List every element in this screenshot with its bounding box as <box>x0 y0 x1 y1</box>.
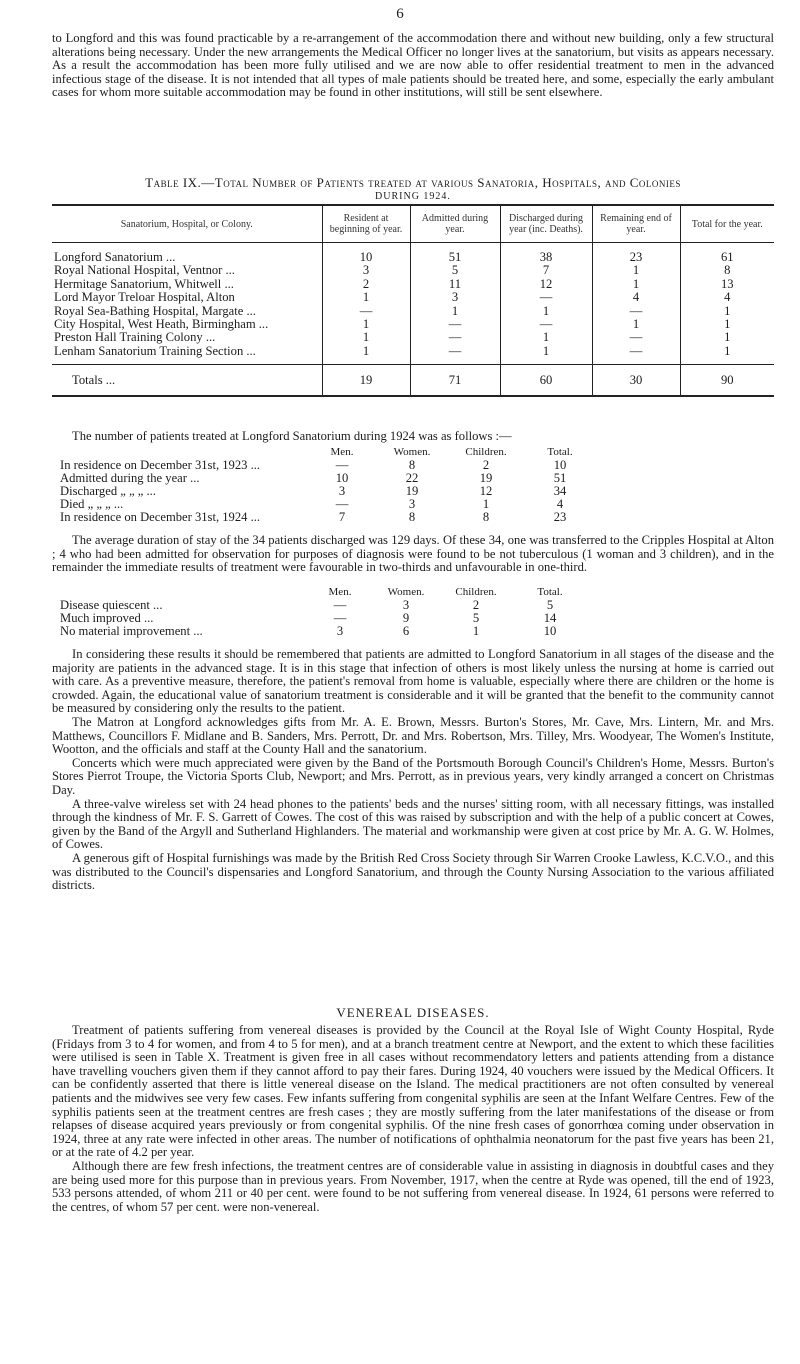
table-cell: — <box>592 305 680 318</box>
paragraph: The Matron at Longford acknowledges gifts from Mr. A. E. Brown, Messrs. Burton's Stores, Mr. Cave, Mrs. Lintern, Mr. and Mrs. Matthews, Councillors F. Midlane and B. Sanders, Mrs. Perrott, Dr. and Mrs. Robertson, Mrs. Tilley, Mrs. Woodyear, The Women's Institute, Wootton, and the officials and staff at the County Hall and the sanatorium. <box>52 714 774 757</box>
table-ix-title <box>52 176 774 190</box>
table-cell: Lenham Sanatorium Training Section ... <box>54 344 256 358</box>
table-cell: 2 <box>472 598 480 612</box>
table-cell: 3 <box>322 264 410 277</box>
table-cell: 13 <box>680 278 774 291</box>
table-cell: 12 <box>479 484 493 498</box>
table-row <box>52 318 774 331</box>
longford-header: Men. <box>330 446 354 458</box>
table-ix <box>52 204 774 397</box>
table-cell: 23 <box>553 510 567 524</box>
table-cell: 1 <box>680 305 774 318</box>
table-cell: 1 <box>680 345 774 365</box>
section-heading: VENEREAL DISEASES. <box>336 1005 490 1020</box>
longford-header: Total. <box>547 446 573 458</box>
table-cell: Totals ... <box>52 365 322 397</box>
table-cell: — <box>410 331 500 344</box>
table-row <box>52 291 774 304</box>
table-cell: 11 <box>410 278 500 291</box>
table-cell: 51 <box>410 243 500 265</box>
table-ix-header: Admitted during year. <box>410 205 500 243</box>
table-ix-header: Resident at beginning of year. <box>322 205 410 243</box>
table-cell: 1 <box>322 291 410 304</box>
table-cell: 1 <box>472 624 480 638</box>
venereal-text-block <box>52 1024 774 1214</box>
table-cell: 9 <box>402 611 410 625</box>
table-cell: — <box>333 611 347 625</box>
table-cell: — <box>322 305 410 318</box>
table-cell: Royal National Hospital, Ventnor ... <box>54 264 235 278</box>
table-cell: 1 <box>482 497 490 511</box>
table-cell: 3 <box>402 598 410 612</box>
table-cell: — <box>335 497 349 511</box>
table-cell: 2 <box>482 458 490 472</box>
longford-table <box>0 446 800 526</box>
table-cell: — <box>592 345 680 365</box>
table-cell: 4 <box>556 497 564 511</box>
table-cell: 19 <box>479 471 493 485</box>
table-cell: 5 <box>472 611 480 625</box>
table-ix-header: Sanatorium, Hospital, or Colony. <box>52 205 322 243</box>
table-cell: 10 <box>553 458 567 472</box>
row-label: In residence on December 31st, 1923 ... <box>60 458 261 472</box>
table-cell: 4 <box>592 291 680 304</box>
table-cell: 10 <box>322 243 410 265</box>
table-cell: 90 <box>680 365 774 397</box>
table-cell: 6 <box>402 624 410 638</box>
table-ix-header: Discharged during year (inc. Deaths). <box>500 205 592 243</box>
table-cell: 3 <box>408 497 416 511</box>
table-cell: — <box>410 318 500 331</box>
table-cell: 8 <box>408 458 416 472</box>
paragraph: In considering these results it should be remembered that patients are admitted to Longford Sanatorium in all stages of the disease and the majority are patients in the advanced stage. It is in this stage that infection of others is most likely unless the nursing at home is carried out with care. As a preventive measure, therefore, the patient's removal from home is valuable, especially where there are children or the home is crowded. Again, the educational value of sanatorium treatment is considerable and it will be granted that the benefit to the community cannot be measured by considering only the results to the patient. <box>52 647 774 716</box>
table-totals-row <box>52 365 774 397</box>
table-ix-subtitle: DURING 1924. <box>375 191 451 202</box>
table-cell: 19 <box>322 365 410 397</box>
table-cell: — <box>500 318 592 331</box>
table-cell: 7 <box>338 510 346 524</box>
table-ix-header-row <box>52 205 774 243</box>
table-cell: 7 <box>500 264 592 277</box>
table-cell: 23 <box>592 243 680 265</box>
table-cell: — <box>335 458 349 472</box>
table-cell: 22 <box>405 471 419 485</box>
paragraph: Concerts which were much appreciated were given by the Band of the Portsmouth Borough Council's Children's Home, Messrs. Burton's Stores Pierrot Troupe, the Victoria Sports Club, Newport; and Mrs. Perrott, as in previous years, very kindly arranged a concert on Christmas Day. <box>52 755 774 797</box>
table-ix-title-text: Table IX.—Total Number of Patients treated at various Sanatoria, Hospitals, and Colonies <box>145 175 681 190</box>
table-cell: 71 <box>410 365 500 397</box>
table-ix-header: Total for the year. <box>680 205 774 243</box>
table-row <box>52 331 774 344</box>
table-cell: Lord Mayor Treloar Hospital, Alton <box>54 291 235 305</box>
paragraph: A generous gift of Hospital furnishings was made by the British Red Cross Society through Sir Warren Crooke Lawless, K.C.V.O., and this was distributed to the Council's dispensaries and Longford Sanatorium, and through the County Nursing Association to the various affiliated districts. <box>52 850 774 893</box>
table-cell: 1 <box>500 345 592 365</box>
row-label: In residence on December 31st, 1924 ... <box>60 510 261 524</box>
table-cell: 14 <box>543 611 557 625</box>
page-number: 6 <box>396 6 404 22</box>
row-label: Much improved ... <box>60 611 154 625</box>
results-table <box>0 586 800 640</box>
row-label: Discharged „ „ „ ... <box>60 484 156 498</box>
table-cell: — <box>333 598 347 612</box>
row-label: Died „ „ „ ... <box>60 497 124 511</box>
duration-paragraph: The average duration of stay of the 34 patients discharged was 129 days. Of these 34, one was transferred to the Cripples Hospital at Alton ; 4 who had been admitted for observation for purposes of diagnosis were found to be not tuberculous (1 woman and 3 children), and in the remainder the immediate results of treatment were favourable in two-thirds and unfavourable in one-third. <box>52 533 774 575</box>
table-cell: 61 <box>680 243 774 265</box>
table-cell: Longford Sanatorium ... <box>54 250 176 264</box>
table-cell: 5 <box>410 264 500 277</box>
table-cell: 34 <box>553 484 567 498</box>
table-cell: 1 <box>592 278 680 291</box>
table-cell: — <box>500 291 592 304</box>
table-row <box>52 264 774 277</box>
results-header: Men. <box>328 586 352 598</box>
table-cell: City Hospital, West Heath, Birmingham ... <box>54 318 269 332</box>
table-cell: 3 <box>410 291 500 304</box>
results-header: Children. <box>455 586 497 598</box>
longford-intro: The number of patients treated at Longford Sanatorium during 1924 was as follows :— <box>72 429 512 443</box>
table-cell: 1 <box>592 264 680 277</box>
table-row <box>52 345 774 365</box>
table-cell: 60 <box>500 365 592 397</box>
table-cell: 1 <box>680 331 774 344</box>
table-cell: 38 <box>500 243 592 265</box>
paragraph: Treatment of patients suffering from venereal diseases is provided by the Council at the Royal Isle of Wight County Hospital, Ryde (Fridays from 3 to 4 for women, and from 4 to 5 for men), and at a branch treatment centre at Newport, and the extent to which these facilities were utilised is seen in Table X. Treatment is given free in all cases without recommendatory letters and patients attending from a distance have travelling vouchers given them if they cannot afford to pay their fares. During 1924, 40 vouchers were issued by the Medical Officers. It can be confidently asserted that there is little venereal disease on the Island. The medical practitioners are not often consulted by venereal patients and the midwives see very few cases. Few infants suffering from congenital syphilis are seen at the Infant Welfare Centres. Few of the syphilis patients seen at the treatment centres are fresh cases ; they are mostly suffering from the later manifestations of the disease or from relapses of disease acquired years previously or from congenital syphilis. Of the nine fresh cases of gonorrhœa coming under observation in 1924, three at any rate were infected in other areas. The number of notifications of ophthalmia neonatorum for the past five years has been 21, or at the rate of 4.2 per year. <box>52 1023 774 1160</box>
paragraph: Although there are few fresh infections, the treatment centres are of considerable value in assisting in diagnosis in doubtful cases and they are being used more for this purpose than in previous years. From November, 1917, when the centre at Ryde was opened, till the end of 1923, 533 persons attended, of whom 211 or 40 per cent. were found to be not suffering from venereal disease. In 1924, 61 persons were referred to the centres, of whom 57 per cent. were non-venereal. <box>52 1158 774 1214</box>
table-cell: — <box>592 331 680 344</box>
row-label: Admitted during the year ... <box>60 471 200 485</box>
table-cell: 1 <box>592 318 680 331</box>
table-cell: 1 <box>322 331 410 344</box>
table-cell: 1 <box>410 305 500 318</box>
table-cell: 12 <box>500 278 592 291</box>
results-header: Women. <box>387 586 425 598</box>
table-cell: 8 <box>482 510 490 524</box>
table-row <box>52 278 774 291</box>
row-label: No material improvement ... <box>60 624 203 638</box>
table-row <box>52 243 774 265</box>
table-cell: 2 <box>322 278 410 291</box>
table-cell: 3 <box>336 624 344 638</box>
longford-header: Children. <box>465 446 507 458</box>
table-ix-header: Remaining end of year. <box>592 205 680 243</box>
table-cell: 10 <box>335 471 349 485</box>
table-cell: 10 <box>543 624 557 638</box>
table-cell: 8 <box>408 510 416 524</box>
table-cell: — <box>410 345 500 365</box>
paragraph: A three-valve wireless set with 24 head phones to the patients' beds and the nurses' sitting room, with all necessary fittings, was installed through the kindness of Mr. F. S. Garrett of Cowes. The cost of this was raised by subscription and with the help of a public concert at Cowes, given by the Band of the Argyll and Sutherland Highlanders. The material and workmanship were given at cost price by Mr. A. G. W. Holmes, of Cowes. <box>52 796 774 852</box>
table-cell: 19 <box>405 484 419 498</box>
table-cell: 3 <box>338 484 346 498</box>
longford-header: Women. <box>393 446 431 458</box>
table-cell: Hermitage Sanatorium, Whitwell ... <box>54 277 234 291</box>
table-cell: Preston Hall Training Colony ... <box>54 331 216 345</box>
table-cell: 1 <box>500 331 592 344</box>
table-cell: Royal Sea-Bathing Hospital, Margate ... <box>54 304 256 318</box>
table-cell: 1 <box>322 318 410 331</box>
table-cell: 1 <box>322 345 410 365</box>
body-text-block <box>52 648 774 893</box>
table-cell: 1 <box>500 305 592 318</box>
results-header: Total. <box>537 586 563 598</box>
row-label: Disease quiescent ... <box>60 598 163 612</box>
table-cell: 4 <box>680 291 774 304</box>
table-cell: 30 <box>592 365 680 397</box>
table-cell: 51 <box>553 471 567 485</box>
table-cell: 1 <box>680 318 774 331</box>
intro-paragraph: to Longford and this was found practicable by a re-arrangement of the accommodation there and without new building, only a few structural alterations being necessary. Under the new arrangements the Medical Officer no longer lives at the sanatorium, but visits as appears necessary. As a result the accommodation has been more fully utilised and we are now able to offer residential treatment to men in the advanced infectious stage of the disease. It is not intended that all types of male patients should be treated here, and some, especially the early ambulant cases for whom more suitable accommodation may be found in other institutions, will still be sent elsewhere. <box>52 31 774 100</box>
table-row <box>52 305 774 318</box>
table-cell: 8 <box>680 264 774 277</box>
table-cell: 5 <box>546 598 554 612</box>
